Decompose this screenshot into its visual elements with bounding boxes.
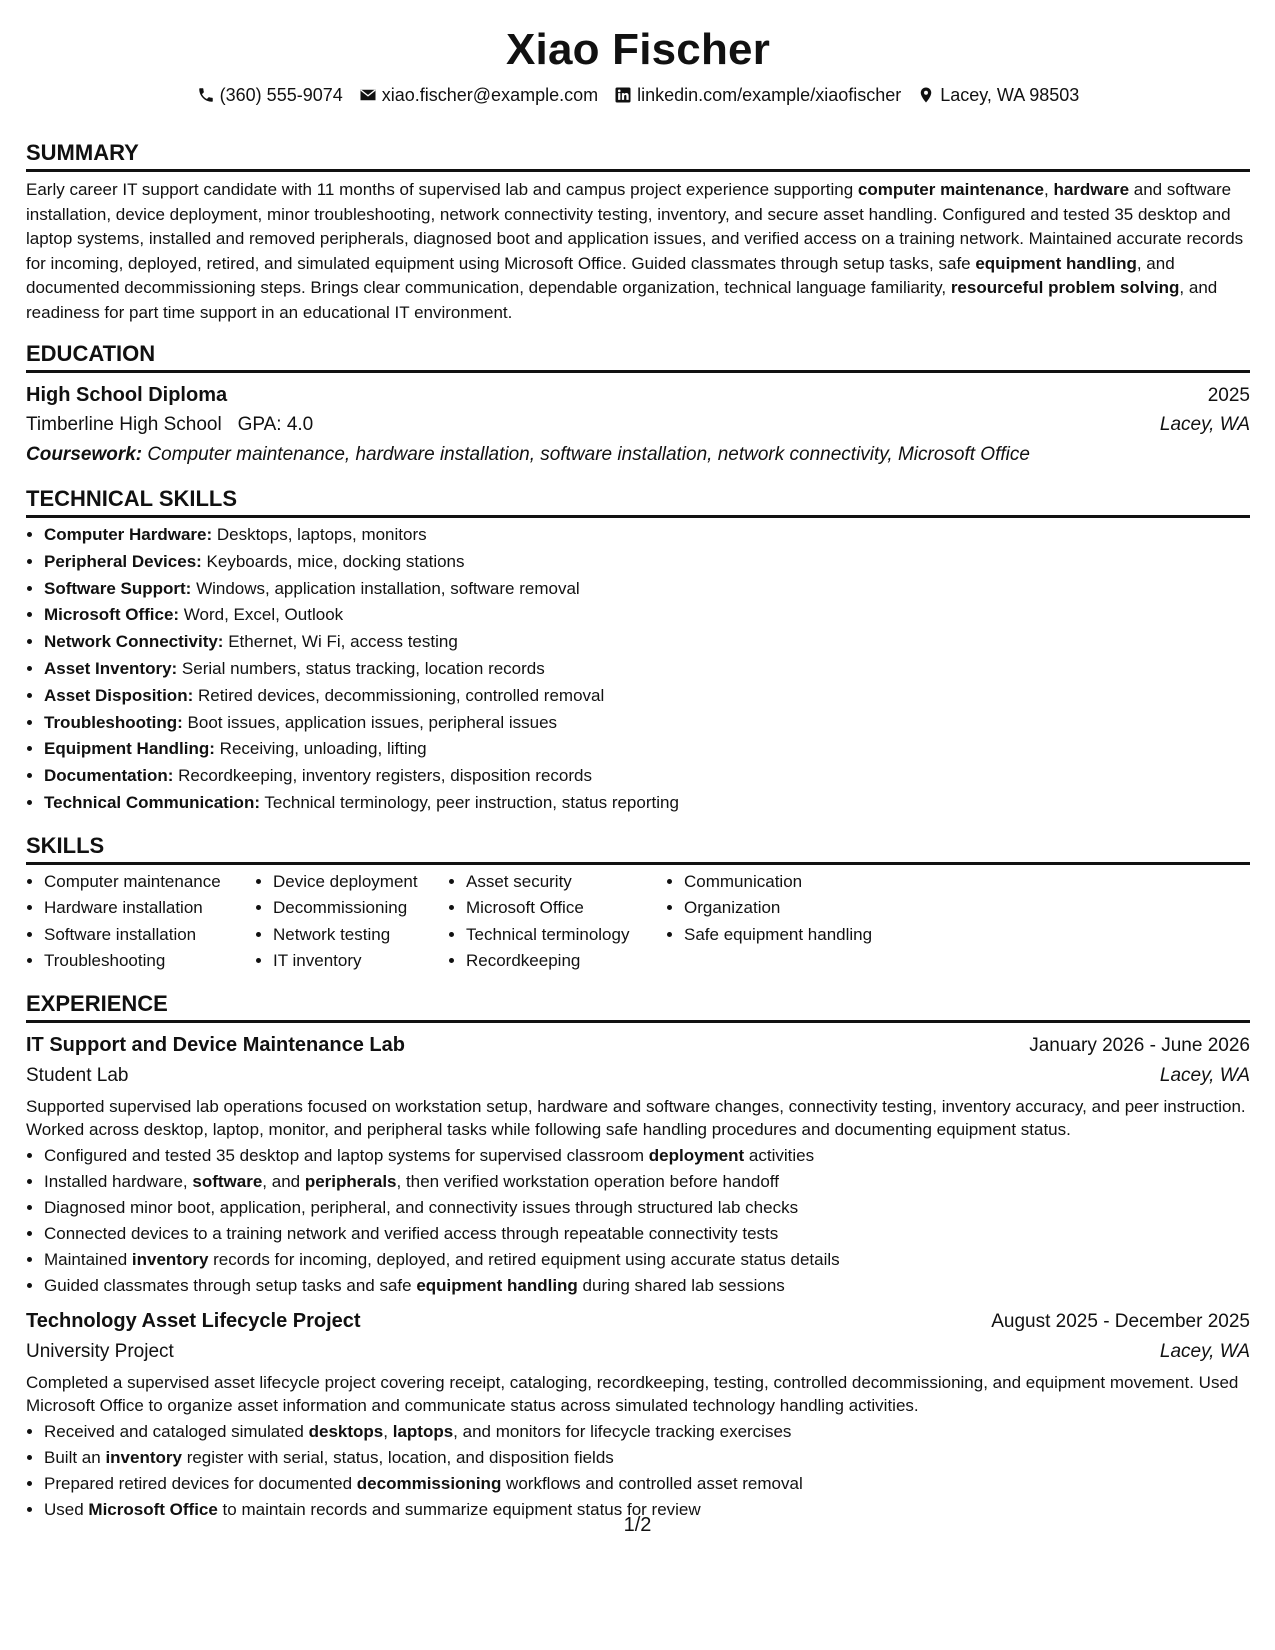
section-title-education: EDUCATION bbox=[26, 339, 1250, 373]
list-item: • Safe equipment handling bbox=[684, 922, 964, 949]
bullet-text: Diagnosed minor boot, application, peripheral, and connectivity issues through structured lab checks bbox=[44, 1197, 799, 1217]
resume-page bbox=[26, 0, 1250, 1523]
list-item bbox=[44, 683, 1250, 710]
skills-column bbox=[666, 869, 964, 975]
summary-text: , and documented decommissioning steps. Brings clear communication, dependable organization, technical language familiarity, bbox=[26, 253, 1175, 297]
school-line bbox=[26, 410, 313, 440]
list-item bbox=[44, 710, 1250, 737]
contact-line bbox=[26, 82, 1250, 108]
list-item: • Organization bbox=[684, 895, 964, 922]
bullet-bold: Microsoft Office bbox=[88, 1499, 218, 1519]
bullet-text: Prepared retired devices for documented bbox=[44, 1473, 357, 1493]
bullet-bold: software bbox=[192, 1171, 263, 1191]
list-item bbox=[44, 790, 1250, 817]
summary-section bbox=[26, 138, 1250, 325]
summary-paragraph bbox=[26, 178, 1250, 325]
section-title-experience: EXPERIENCE bbox=[26, 989, 1250, 1023]
degree: High School Diploma bbox=[26, 384, 228, 406]
skill-label: Technical Communication: bbox=[44, 792, 260, 812]
linkedin-icon bbox=[614, 86, 632, 104]
list-item: • Device deployment bbox=[273, 869, 448, 896]
experience-entry bbox=[26, 1307, 1250, 1523]
list-item: • IT inventory bbox=[273, 948, 448, 975]
list-item: • Computer maintenance bbox=[44, 869, 255, 896]
list-item bbox=[44, 1445, 1250, 1471]
bullet-bold: decommissioning bbox=[356, 1473, 502, 1493]
bullet-bold: equipment handling bbox=[416, 1275, 578, 1295]
skill-value: Technical terminology, peer instruction, status reporting bbox=[260, 792, 679, 812]
bullet-bold: inventory bbox=[105, 1447, 182, 1467]
envelope-icon bbox=[359, 86, 377, 104]
phone-text: (360) 555-9074 bbox=[219, 84, 343, 105]
candidate-name: Xiao Fischer bbox=[505, 25, 771, 74]
school-name: Timberline High School bbox=[26, 414, 222, 435]
list-item bbox=[44, 1419, 1250, 1445]
job-bullets bbox=[26, 1419, 1250, 1523]
list-item bbox=[44, 763, 1250, 790]
bullet-bold: peripherals bbox=[304, 1171, 397, 1191]
skill-value: Serial numbers, status tracking, location records bbox=[177, 658, 545, 678]
list-item bbox=[44, 1221, 1250, 1247]
summary-text: , bbox=[1044, 180, 1054, 199]
summary-text: and software installation, device deployment, minor troubleshooting, network connectivity testing, inventory, and secure asset handling. Configured and tested 35 desktop and laptop systems, installed and removed peripherals, diagnosed boot and application issues, and verified access on a training network. Maintained accurate records for incoming, deployed, retired, and simulated equipment using Microsoft Office. Guided classmates through setup tasks, safe bbox=[26, 180, 1244, 273]
bullet-bold: deployment bbox=[648, 1145, 745, 1165]
skill-value: Receiving, unloading, lifting bbox=[214, 739, 427, 759]
job-title: IT Support and Device Maintenance Lab bbox=[26, 1033, 405, 1056]
list-item bbox=[44, 1169, 1250, 1195]
bullet-text: workflows and controlled asset removal bbox=[501, 1473, 803, 1493]
experience-row bbox=[26, 1336, 1250, 1368]
job-location: Lacey, WA bbox=[1159, 1340, 1250, 1362]
job-description: Supported supervised lab operations focused on workstation setup, hardware and software changes, connectivity testing, inventory accuracy, and peer instruction. Worked across desktop, laptop, monitor, and peripheral tasks while following safe handling procedures and documenting equipment status. bbox=[26, 1096, 1246, 1140]
bullet-bold: inventory bbox=[131, 1249, 209, 1269]
list-item: • Software installation bbox=[44, 922, 255, 949]
list-item: • Recordkeeping bbox=[466, 948, 666, 975]
bullet-text: Guided classmates through setup tasks and safe bbox=[44, 1275, 417, 1295]
bullet-text: Used bbox=[44, 1499, 89, 1519]
skill-label: Network Connectivity: bbox=[44, 632, 224, 652]
list-item bbox=[44, 1195, 1250, 1221]
list-item: • Network testing bbox=[273, 922, 448, 949]
skill-label: Microsoft Office: bbox=[44, 605, 180, 625]
contact-phone bbox=[197, 85, 343, 106]
page-number: 1/2 bbox=[623, 1514, 652, 1536]
experience-row bbox=[26, 1031, 1250, 1060]
summary-bold: resourceful problem solving bbox=[950, 278, 1180, 297]
skill-label: Peripheral Devices: bbox=[44, 551, 202, 571]
bullet-text: to maintain records and summarize equipment status for review bbox=[217, 1499, 701, 1519]
technical-skills-list bbox=[26, 522, 1250, 817]
bullet-text: register with serial, status, location, and disposition fields bbox=[181, 1447, 614, 1467]
experience-row bbox=[26, 1060, 1250, 1092]
skills-column bbox=[26, 869, 255, 975]
list-item: • Decommissioning bbox=[273, 895, 448, 922]
contact-email bbox=[359, 85, 598, 106]
school-location: Lacey, WA bbox=[1159, 414, 1250, 435]
list-item bbox=[44, 1273, 1250, 1299]
education-row bbox=[26, 381, 1250, 410]
gpa: GPA: 4.0 bbox=[237, 414, 314, 435]
skill-label: Software Support: bbox=[44, 578, 192, 598]
bullet-text: , bbox=[383, 1421, 393, 1441]
list-item: • Troubleshooting bbox=[44, 948, 255, 975]
skill-value: Word, Excel, Outlook bbox=[179, 605, 344, 625]
bullet-text: Received and cataloged simulated bbox=[44, 1421, 309, 1441]
skill-label: Troubleshooting: bbox=[44, 712, 183, 732]
section-title-skills: SKILLS bbox=[26, 831, 1250, 865]
list-item: • Technical terminology bbox=[466, 922, 666, 949]
skill-label: Asset Disposition: bbox=[44, 685, 194, 705]
experience-entry bbox=[26, 1031, 1250, 1299]
contact-location bbox=[917, 85, 1079, 106]
skill-value: Windows, application installation, software removal bbox=[191, 578, 580, 598]
job-org: University Project bbox=[26, 1340, 174, 1362]
bullet-text: activities bbox=[744, 1145, 815, 1165]
summary-bold: equipment handling bbox=[975, 253, 1137, 273]
bullet-text: Connected devices to a training network and verified access through repeatable connectivity tests bbox=[44, 1223, 779, 1243]
list-item bbox=[44, 1471, 1250, 1497]
section-title-summary: SUMMARY bbox=[26, 138, 1250, 172]
list-item: • Hardware installation bbox=[44, 895, 255, 922]
job-dates: August 2025 - December 2025 bbox=[991, 1310, 1250, 1332]
skill-label: Documentation: bbox=[44, 766, 174, 786]
job-dates: January 2026 - June 2026 bbox=[1029, 1034, 1250, 1056]
linkedin-link[interactable]: linkedin.com/example/xiaofischer bbox=[637, 84, 902, 105]
bullet-text: , and bbox=[262, 1171, 305, 1191]
coursework-label: Coursework: bbox=[26, 444, 143, 465]
bullet-text: Maintained bbox=[44, 1249, 132, 1269]
list-item bbox=[44, 576, 1250, 603]
skill-label: Asset Inventory: bbox=[44, 658, 178, 678]
education-section bbox=[26, 339, 1250, 470]
summary-bold: computer maintenance bbox=[857, 180, 1044, 199]
skill-value: Ethernet, Wi Fi, access testing bbox=[223, 632, 458, 652]
skills-column bbox=[255, 869, 448, 975]
job-location: Lacey, WA bbox=[1159, 1064, 1250, 1086]
bullet-bold: laptops bbox=[392, 1421, 454, 1441]
location-text: Lacey, WA 98503 bbox=[940, 84, 1080, 105]
experience-row bbox=[26, 1307, 1250, 1336]
bullet-text: records for incoming, deployed, and retired equipment using accurate status details bbox=[208, 1249, 840, 1269]
job-title: Technology Asset Lifecycle Project bbox=[26, 1309, 361, 1332]
skills-section bbox=[26, 831, 1250, 975]
bullet-text: , then verified workstation operation before handoff bbox=[396, 1171, 779, 1191]
bullet-text: , and monitors for lifecycle tracking exercises bbox=[453, 1421, 792, 1441]
map-pin-icon bbox=[917, 86, 935, 104]
skill-value: Recordkeeping, inventory registers, disposition records bbox=[173, 766, 592, 786]
summary-text: , and readiness for part time support in an educational IT environment. bbox=[26, 278, 1218, 322]
job-description: Completed a supervised asset lifecycle project covering receipt, cataloging, recordkeeping, testing, controlled decommissioning, and equipment movement. Used Microsoft Office to organize asset information and communicate status across simulated technology handling activities. bbox=[26, 1372, 1239, 1416]
list-item: • Communication bbox=[684, 869, 964, 896]
contact-linkedin bbox=[614, 85, 901, 106]
list-item bbox=[44, 602, 1250, 629]
skill-label: Equipment Handling: bbox=[44, 739, 215, 759]
list-item bbox=[44, 1143, 1250, 1169]
skills-grid bbox=[26, 869, 1250, 975]
coursework-line bbox=[26, 440, 1250, 470]
summary-bold: hardware bbox=[1053, 180, 1130, 199]
list-item bbox=[44, 629, 1250, 656]
summary-text: Early career IT support candidate with 11 months of supervised lab and campus project experience supporting bbox=[26, 180, 858, 199]
section-title-technical-skills: TECHNICAL SKILLS bbox=[26, 484, 1250, 518]
experience-section bbox=[26, 989, 1250, 1523]
graduation-year: 2025 bbox=[1207, 385, 1250, 406]
email-link[interactable]: xiao.fischer@example.com bbox=[381, 84, 599, 105]
job-bullets bbox=[26, 1143, 1250, 1299]
technical-skills-section bbox=[26, 484, 1250, 817]
education-row bbox=[26, 410, 1250, 440]
skill-label: Computer Hardware: bbox=[44, 525, 213, 544]
skills-column bbox=[448, 869, 666, 975]
job-org: Student Lab bbox=[26, 1064, 129, 1086]
skill-value: Retired devices, decommissioning, controlled removal bbox=[193, 685, 605, 705]
skill-value: Boot issues, application issues, peripheral issues bbox=[182, 712, 558, 732]
list-item bbox=[44, 1247, 1250, 1273]
list-item: • Microsoft Office bbox=[466, 895, 666, 922]
bullet-bold: desktops bbox=[308, 1421, 384, 1441]
list-item bbox=[44, 522, 1250, 549]
coursework-text: Computer maintenance, hardware installation, software installation, network connectivity, Microsoft Office bbox=[142, 444, 1030, 465]
skill-value: Desktops, laptops, monitors bbox=[212, 525, 427, 544]
bullet-text: Configured and tested 35 desktop and laptop systems for supervised classroom bbox=[44, 1145, 649, 1165]
bullet-text: Built an bbox=[44, 1447, 106, 1467]
list-item bbox=[44, 656, 1250, 683]
skill-value: Keyboards, mice, docking stations bbox=[201, 551, 465, 571]
list-item bbox=[44, 736, 1250, 763]
bullet-text: during shared lab sessions bbox=[577, 1275, 785, 1295]
list-item: • Asset security bbox=[466, 869, 666, 896]
list-item bbox=[44, 549, 1250, 576]
phone-icon bbox=[197, 86, 215, 104]
bullet-text: Installed hardware, bbox=[44, 1171, 193, 1191]
